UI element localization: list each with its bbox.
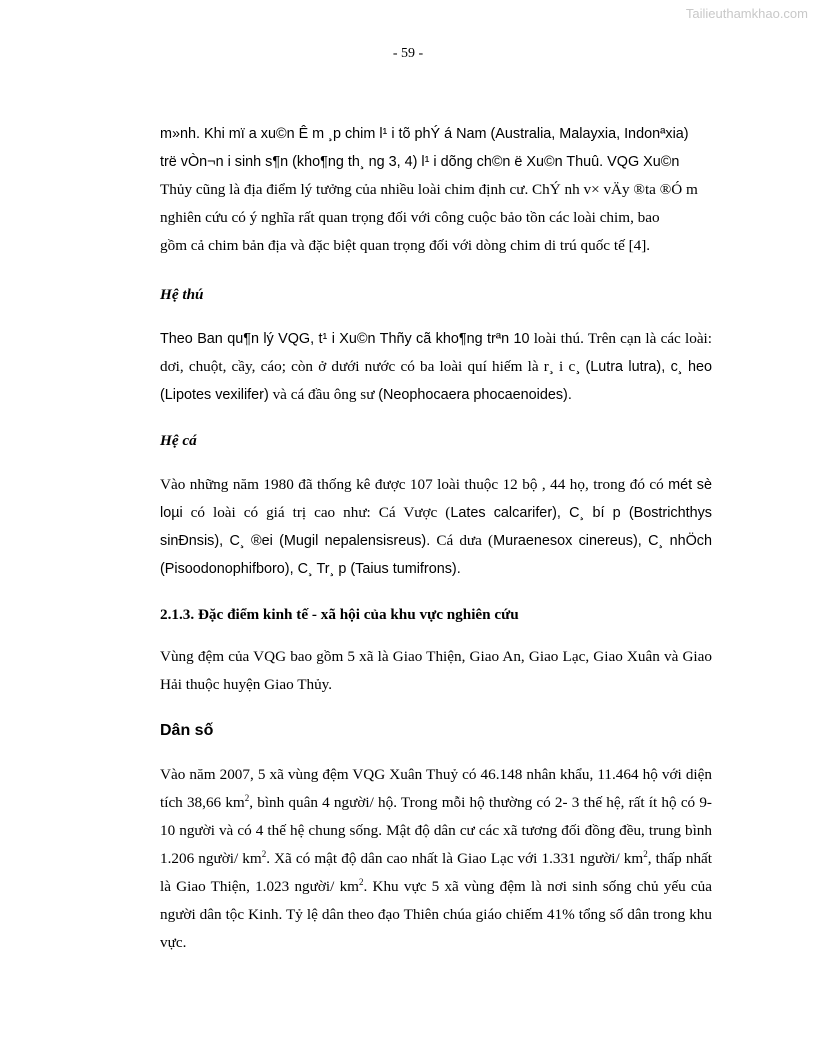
paragraph-text: Thủy cũng là địa điểm lý tưởng của nhiều loài chim định cư. ChÝ nh v× vÄy ®ta ®Ó m <box>160 181 698 198</box>
paragraph-text: Vào những năm 1980 đã thống kê được 107 loài thuộc 12 bộ , 44 họ, trong đó có <box>160 476 669 493</box>
species-name: Muraenesox cinereus), C¸ nhÖch (Pisoodonophifboro), C¸ Tr¸ p (Taius tumifrons). <box>160 533 713 577</box>
paragraph-text: , thấp nhất là Giao Thiện, 1.023 người/ km <box>160 850 713 895</box>
paragraph-text: , bình quân 4 người/ hộ. Trong mỗi hộ thường có 2- 3 thế hệ, rất ít hộ có 9- 10 người và có 4 thế hệ chung sống. Mật độ dân cư các xã tương đối đồng đều, trung bình 1.206 người/ km <box>160 794 712 867</box>
paragraph-mammals <box>160 325 712 409</box>
document-body <box>160 120 712 957</box>
legacy-font-text: Theo Ban qu¶n lý VQG, t¹ i Xu©n Thñy cã kho¶ng trªn 10 <box>160 331 530 347</box>
paragraph-text: Vào năm 2007, 5 xã vùng đệm VQG Xuân Thuỷ có 46.148 nhân khẩu, 11.464 hộ với diện tích 38,66 km <box>160 766 712 811</box>
superscript: 2 <box>643 848 648 859</box>
superscript: 2 <box>261 848 267 859</box>
heading-he-thu: Hệ thú <box>160 286 204 303</box>
legacy-font-text: m»nh. Khi mï a xu©n Ê m ¸p chim l¹ i tõ phÝ á Nam (Australia, Malayxia, Indonªxia) <box>160 126 689 142</box>
paragraph-text: và cá đầu ông sư <box>268 386 379 403</box>
legacy-font-text: mét sè loµi <box>160 477 713 521</box>
legacy-font-text: trë vÒn¬n i sinh s¶n (kho¶ng th¸ ng 3, 4) l¹ i dõng ch©n ë Xu©n Thuû. VQG Xu©n <box>160 154 680 170</box>
paragraph-text: . Khu vực 5 xã vùng đệm là nơi sinh sống chủ yếu của người dân tộc Kinh. Tỷ lệ dân theo đạo Thiên chúa giáo chiếm 41% tổng số dân trong khu vực. <box>160 878 712 951</box>
watermark: Tailieuthamkhao.com <box>685 6 808 21</box>
superscript: 2 <box>358 876 364 887</box>
paragraph-text: nghiên cứu có ý nghĩa rất quan trọng đối với công cuộc bảo tồn các loài chim, bao <box>160 209 660 226</box>
species-name: (Neophocaera phocaenoides). <box>378 387 572 403</box>
species-name: c¸ heo (Lipotes vexilifer) <box>160 359 712 403</box>
paragraph-birds <box>160 120 712 260</box>
paragraph-text: gồm cả chim bản địa và đặc biệt quan trọng đối với dòng chim di trú quốc tế [4]. <box>160 237 651 254</box>
superscript: 2 <box>244 792 250 803</box>
paragraph-population <box>160 761 712 957</box>
heading-section-2-1-3: 2.1.3. Đặc điểm kinh tế - xã hội của khu vực nghiên cứu <box>160 606 519 623</box>
paragraph-text: . Xã có mật độ dân cao nhất là Giao Lạc với 1.331 người/ km <box>266 850 644 867</box>
heading-dan-so: Dân số <box>160 722 214 739</box>
page-number: - 59 - <box>392 46 424 61</box>
species-name: Lates calcarifer), C¸ bí p (Bostrichthys sinÐnsis), C¸ ®ei (Mugil nepalensisreus). <box>160 505 712 549</box>
paragraph-text: Cá dưa ( <box>430 532 494 549</box>
paragraph-text: có loài có giá trị cao như: Cá Vược ( <box>182 504 451 521</box>
species-name: (Lutra lutra), <box>585 359 666 375</box>
paragraph-text: loài thú. Trên cạn là các loài: dơi, chuột, cầy, cáo; còn ở dưới nước có ba loài quí hiếm là r¸ i c¸ <box>160 330 712 375</box>
heading-he-ca: Hệ cá <box>160 432 197 449</box>
paragraph-buffer-zone: Vùng đệm của VQG bao gồm 5 xã là Giao Thiện, Giao An, Giao Lạc, Giao Xuân và Giao Hải thuộc huyện Giao Thủy. <box>160 648 712 693</box>
paragraph-fish <box>160 471 712 583</box>
